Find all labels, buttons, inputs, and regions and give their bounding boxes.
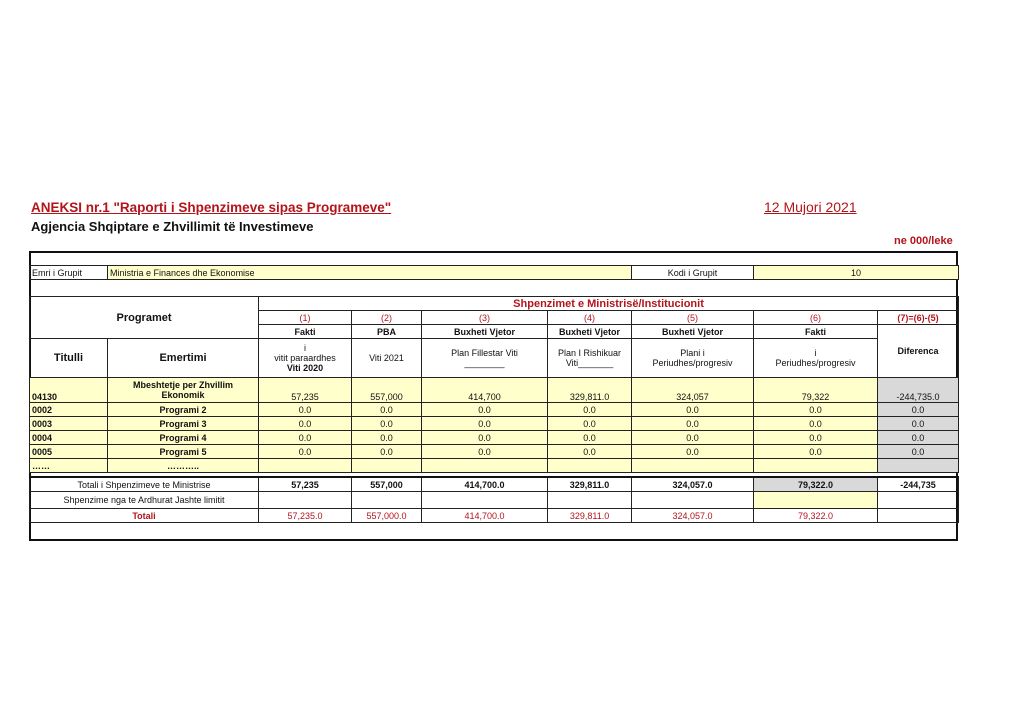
cell: 0.0 <box>259 431 352 445</box>
group-name-value: Ministria e Finances dhe Ekonomise <box>108 266 632 280</box>
col-desc-1 <box>259 339 352 378</box>
header-programet: Programet <box>30 297 259 339</box>
external-income-row <box>30 492 959 509</box>
row-code: 0004 <box>30 431 108 445</box>
col-l4-3: ________ <box>464 358 505 368</box>
table-row <box>30 431 959 445</box>
cell: 0.0 <box>422 431 548 445</box>
col-desc-2 <box>352 339 422 378</box>
group-row <box>30 266 959 280</box>
cell: 0.0 <box>352 417 422 431</box>
col-label-7: Diferenca <box>878 325 959 378</box>
cell: 0.0 <box>878 431 959 445</box>
cell: 0.0 <box>259 403 352 417</box>
external-income-label: Shpenzime nga te Ardhurat Jashte limitit <box>30 492 259 509</box>
col-l3-5: Plani i <box>680 348 705 358</box>
cell: 79,322.0 <box>754 509 878 523</box>
row-name <box>108 378 259 403</box>
cell: 57,235.0 <box>259 509 352 523</box>
total-ministry-label: Totali i Shpenzimeve te Ministrise <box>30 477 259 492</box>
cell: 0.0 <box>259 445 352 459</box>
cell: 0.0 <box>548 417 632 431</box>
table-row <box>30 403 959 417</box>
cell: 0.0 <box>548 431 632 445</box>
table-row <box>30 417 959 431</box>
col-l4-5: Periudhes/progresiv <box>652 358 733 368</box>
col-l1-2: PBA <box>352 325 422 339</box>
grand-total-label: Totali <box>30 509 259 523</box>
col-desc-6 <box>754 339 878 378</box>
cell: 0.0 <box>632 431 754 445</box>
cell: 0.0 <box>259 417 352 431</box>
cell: 557,000 <box>352 477 422 492</box>
col-num-7: (7)=(6)-(5) <box>878 311 959 325</box>
col-num-2: (2) <box>352 311 422 325</box>
col-num-4: (4) <box>548 311 632 325</box>
row-code: …… <box>30 459 108 473</box>
cell: -244,735 <box>878 477 959 492</box>
col-num-1: (1) <box>259 311 352 325</box>
cell: 329,811.0 <box>548 477 632 492</box>
row-name: Programi 2 <box>108 403 259 417</box>
table-row <box>30 445 959 459</box>
group-code-value: 10 <box>754 266 959 280</box>
cell: 329,811.0 <box>548 378 632 403</box>
cell: 557,000.0 <box>352 509 422 523</box>
cell: 79,322.0 <box>754 477 878 492</box>
row-name: Programi 4 <box>108 431 259 445</box>
col-l1-6: Fakti <box>754 325 878 339</box>
col-num-3: (3) <box>422 311 548 325</box>
row-name: ……….. <box>108 459 259 473</box>
cell: 0.0 <box>352 431 422 445</box>
col-l2-1: i <box>304 343 306 353</box>
cell: 324,057.0 <box>632 509 754 523</box>
col-desc-5 <box>632 339 754 378</box>
expenditure-table <box>29 265 959 523</box>
row-name: Programi 3 <box>108 417 259 431</box>
cell: 0.0 <box>754 431 878 445</box>
cell: 0.0 <box>422 403 548 417</box>
col-l4-1: Viti 2020 <box>286 363 324 373</box>
row-code: 04130 <box>30 378 108 403</box>
cell: 0.0 <box>754 445 878 459</box>
cell: 324,057 <box>632 378 754 403</box>
col-l4-4: Viti_______ <box>565 358 614 368</box>
group-code-label: Kodi i Grupit <box>632 266 754 280</box>
row-name-line1: Mbeshtetje per Zhvillim <box>132 380 234 390</box>
cell: 0.0 <box>754 403 878 417</box>
report-title: ANEKSI nr.1 "Raporti i Shpenzimeve sipas Programeve" <box>31 200 392 215</box>
col-l3-4: Plan I Rishikuar <box>558 348 622 358</box>
col-l1-5: Buxheti Vjetor <box>632 325 754 339</box>
header-emertimi: Emertimi <box>108 339 259 378</box>
row-code: 0003 <box>30 417 108 431</box>
cell: 79,322 <box>754 378 878 403</box>
row-code: 0005 <box>30 445 108 459</box>
col-l1-3: Buxheti Vjetor <box>422 325 548 339</box>
cell: 0.0 <box>548 445 632 459</box>
row-name: Programi 5 <box>108 445 259 459</box>
cell: 0.0 <box>878 417 959 431</box>
col-num-6: (6) <box>754 311 878 325</box>
table-row <box>30 459 959 473</box>
grand-total-row <box>30 509 959 523</box>
col-l3-1: vitit paraardhes <box>274 353 336 363</box>
row-name-line2: Ekonomik <box>161 390 205 400</box>
col-desc-4 <box>548 339 632 378</box>
cell: 557,000 <box>352 378 422 403</box>
header-titulli: Titulli <box>30 339 108 378</box>
cell: 0.0 <box>632 403 754 417</box>
table-row <box>30 378 959 403</box>
cell: 0.0 <box>352 403 422 417</box>
row-code: 0002 <box>30 403 108 417</box>
col-l3-6: i <box>814 348 817 358</box>
cell: 414,700.0 <box>422 509 548 523</box>
cell: -244,735.0 <box>878 378 959 403</box>
cell: 329,811.0 <box>548 509 632 523</box>
cell: 0.0 <box>754 417 878 431</box>
cell: 0.0 <box>422 445 548 459</box>
section-title: Shpenzimet e Ministrisë/Institucionit <box>259 297 959 311</box>
cell: 57,235 <box>259 378 352 403</box>
cell: 0.0 <box>548 403 632 417</box>
cell: 0.0 <box>422 417 548 431</box>
cell: 324,057.0 <box>632 477 754 492</box>
total-ministry-row <box>30 477 959 492</box>
cell: 0.0 <box>632 417 754 431</box>
cell: 0.0 <box>878 445 959 459</box>
col-l3-3: Plan Fillestar Viti <box>451 348 518 358</box>
col-l1-1: Fakti <box>259 325 352 339</box>
group-name-label: Emri i Grupit <box>30 266 108 280</box>
unit-label: ne 000/leke <box>894 235 953 247</box>
col-l3-2: Viti 2021 <box>369 353 404 363</box>
agency-name: Agjencia Shqiptare e Zhvillimit të Investimeve <box>31 219 314 234</box>
cell: 0.0 <box>878 403 959 417</box>
cell: 414,700.0 <box>422 477 548 492</box>
cell: 0.0 <box>632 445 754 459</box>
col-num-5: (5) <box>632 311 754 325</box>
cell: 57,235 <box>259 477 352 492</box>
cell: 0.0 <box>352 445 422 459</box>
col-l1-4: Buxheti Vjetor <box>548 325 632 339</box>
col-desc-3 <box>422 339 548 378</box>
col-l4-6: Periudhes/progresiv <box>775 358 856 368</box>
cell: 414,700 <box>422 378 548 403</box>
report-period: 12 Mujori 2021 <box>764 199 857 215</box>
